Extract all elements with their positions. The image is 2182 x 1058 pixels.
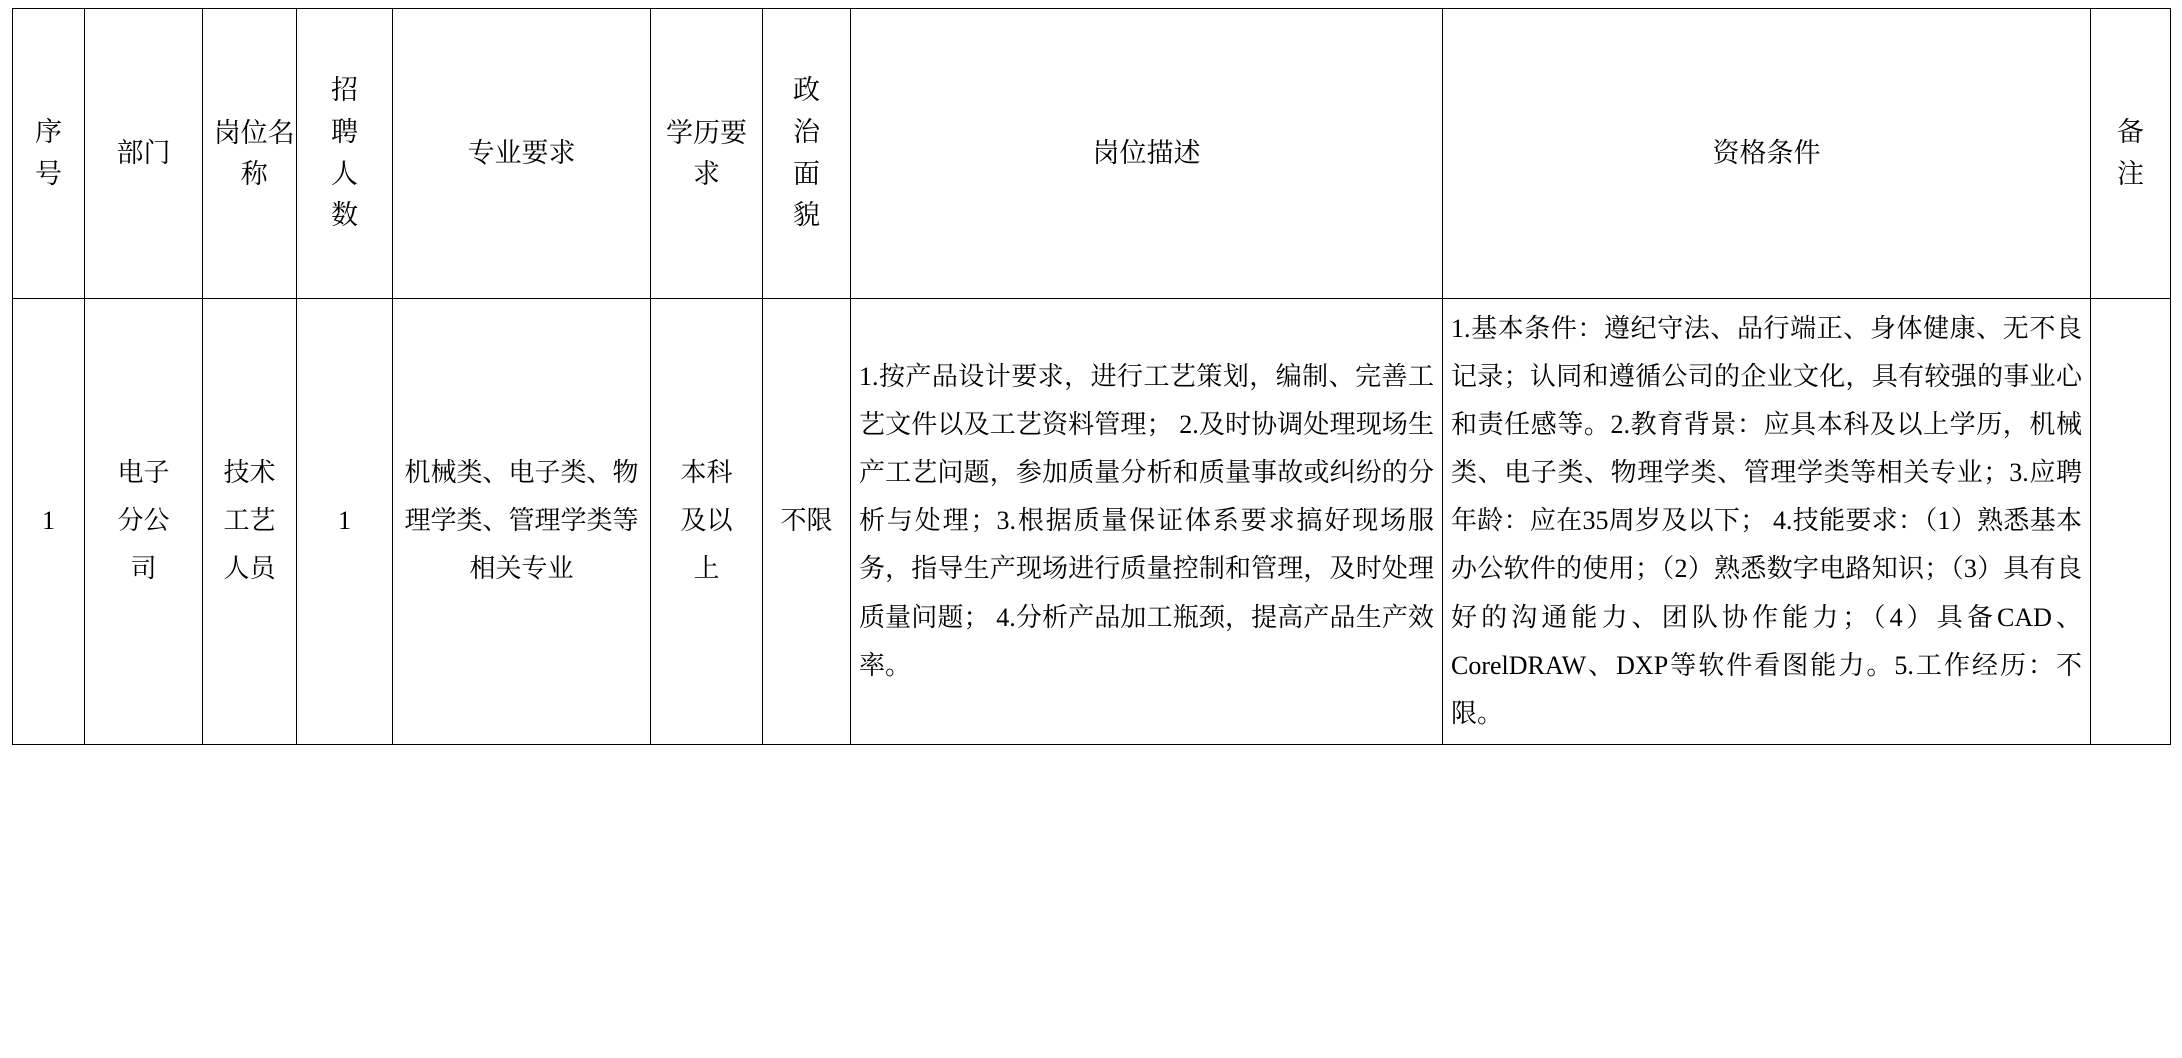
column-header-headcount <box>297 9 393 299</box>
column-header-political <box>763 9 851 299</box>
recruitment-table <box>12 8 2171 745</box>
column-header-major-label: 专业要求 <box>467 138 576 169</box>
cell-department-value: 电子分公司 <box>117 458 170 584</box>
table-header <box>13 9 2171 299</box>
cell-political-value: 不限 <box>780 506 833 536</box>
column-header-department <box>85 9 203 299</box>
cell-job-desc: 1.按产品设计要求，进行工艺策划，编制、完善工艺文件以及工艺资料管理； 2.及时协调处理现场生产工艺问题，参加质量分析和质量事故或纠纷的分析与处理；3.根据质量保证体系要求搞好现场服务，指导生产现场进行质量控制和管理，及时处理质量问题； 4.分析产品加工瓶颈，提高产品生产效率。 <box>851 299 1443 745</box>
table-body <box>13 299 2171 745</box>
cell-department <box>85 299 203 745</box>
column-header-major <box>393 9 651 299</box>
column-header-job-desc-label: 岗位描述 <box>1092 138 1201 169</box>
column-header-remark-label: 备注 <box>2117 116 2144 189</box>
cell-headcount: 1 <box>297 299 393 745</box>
column-header-seq <box>13 9 85 299</box>
column-header-seq-label: 序号 <box>35 116 62 189</box>
cell-education <box>651 299 763 745</box>
table-row <box>13 299 2171 745</box>
column-header-qualification <box>1443 9 2091 299</box>
column-header-remark <box>2091 9 2171 299</box>
cell-education-value: 本科及以上 <box>680 458 733 584</box>
column-header-department-label: 部门 <box>116 138 171 169</box>
column-header-qualification-label: 资格条件 <box>1712 138 1821 169</box>
cell-position <box>203 299 297 745</box>
column-header-position-label: 岗位名称 <box>213 118 295 189</box>
cell-seq: 1 <box>13 299 85 745</box>
column-header-position <box>203 9 297 299</box>
cell-political <box>763 299 851 745</box>
column-header-political-label: 政治面貌 <box>793 74 820 231</box>
column-header-education <box>651 9 763 299</box>
column-header-headcount-label: 招聘人数 <box>331 74 358 231</box>
cell-qualification: 1.基本条件：遵纪守法、品行端正、身体健康、无不良记录；认同和遵循公司的企业文化，具有较强的事业心和责任感等。2.教育背景：应具本科及以上学历，机械类、电子类、物理学类、管理学类等相关专业；3.应聘年龄：应在35周岁及以下； 4.技能要求：（1）熟悉基本办公软件的使用；（2）熟悉数字电路知识；（3）具有良好的沟通能力、团队协作能力；（4）具备CAD、CorelDRAW、DXP等软件看图能力。5.工作经历：不限。 <box>1443 299 2091 745</box>
cell-remark <box>2091 299 2171 745</box>
column-header-education-label: 学历要求 <box>665 118 747 189</box>
cell-major: 机械类、电子类、物理学类、管理学类等相关专业 <box>393 299 651 745</box>
cell-position-value: 技术工艺人员 <box>223 458 276 584</box>
column-header-job-desc <box>851 9 1443 299</box>
header-row <box>13 9 2171 299</box>
